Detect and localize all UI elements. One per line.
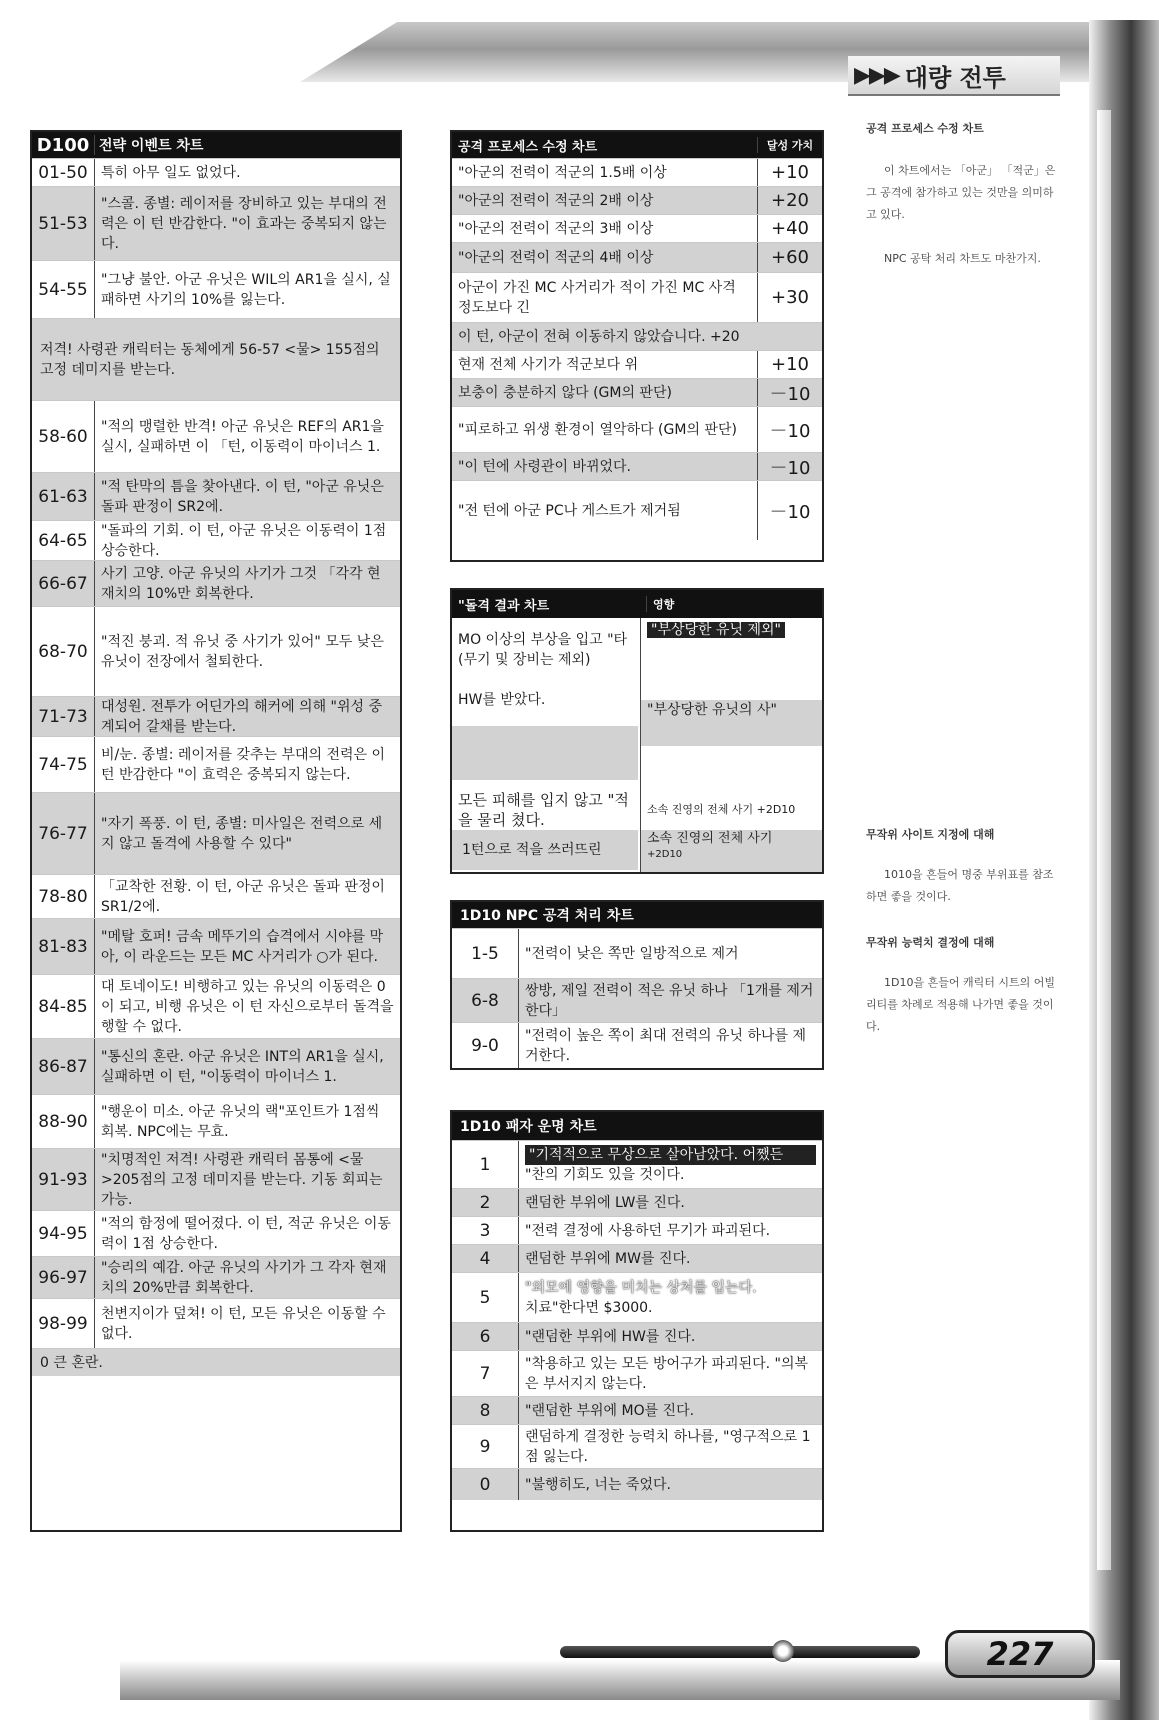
- row-text: "메탈 호퍼! 금속 메뚜기의 습격에서 시야를 막아, 이 라운드는 모든 MC 사거리가 ○가 된다.: [94, 919, 400, 974]
- row-range: 91-93: [38, 1169, 88, 1190]
- row-text: "아군의 전력이 적군의 3배 이상: [458, 220, 654, 237]
- row-range: 98-99: [38, 1313, 88, 1334]
- row-text-continued: "찬의 기회도 있을 것이다.: [525, 1166, 685, 1183]
- table-header: [452, 590, 822, 618]
- row-text: "치명적인 저격! 사령관 캐릭터 몸통에 <물>205점의 고정 데미지를 받는다. 기동 회피는 가능.: [94, 1149, 400, 1210]
- table-row: [32, 400, 400, 472]
- row-text: "전력이 낮은 쪽만 일방적으로 제거: [518, 929, 822, 978]
- row-text: "전력이 높은 쪽이 최대 전력의 유닛 하나를 제거한다.: [518, 1023, 822, 1068]
- table-row: [452, 978, 822, 1022]
- table-row: [32, 186, 400, 260]
- table-title: 공격 프로세스 수정 차트: [458, 139, 598, 155]
- value-header: 달성 가치: [757, 137, 822, 153]
- table-row: [452, 1216, 822, 1244]
- row-text: "랜덤한 부위에 HW를 진다.: [525, 1328, 696, 1345]
- row-range: 64-65: [38, 530, 88, 551]
- row-value: +10: [757, 159, 822, 186]
- table-row: [32, 1038, 400, 1094]
- row-number: 8: [479, 1400, 491, 1421]
- row-text-block: [518, 1351, 822, 1396]
- table-row: [32, 1298, 400, 1348]
- table-row: [32, 560, 400, 606]
- row-text: 아군이 가진 MC 사거리가 적이 가진 MC 사격 정도보다 긴: [458, 279, 736, 316]
- row-text: "기적적으로 무상으로 살아남았다. 어쨌든: [525, 1145, 816, 1165]
- row-range: 58-60: [38, 426, 88, 447]
- row-text: "착용하고 있는 모든 방어구가 파괴된다. "의복은 부서지지 않는다.: [525, 1355, 809, 1392]
- page-frame-right-inner: [1097, 110, 1111, 1570]
- table-row: [452, 1140, 822, 1188]
- table-row: [452, 1188, 822, 1216]
- table-row: [32, 318, 400, 400]
- note-paragraph: 이 차트에서는 「아군」 「적군」은 그 공격에 참가하고 있는 것만을 의미하고 있다.: [866, 164, 1056, 221]
- decorative-bar: [560, 1646, 920, 1658]
- row-text: "그냥 불안. 아군 유닛은 WIL의 AR1을 실시, 실패하면 사기의 10%를 잃는다.: [94, 261, 400, 318]
- loser-fate-table: [450, 1110, 824, 1532]
- table-row: [452, 1272, 822, 1322]
- table-row: [452, 1468, 822, 1500]
- row-text: "행운이 미소. 아군 유닛의 랙"포인트가 1점씩 회복. NPC에는 무효.: [94, 1095, 400, 1148]
- row-range: 61-63: [38, 486, 88, 507]
- effect-cell: 소속 진영의 전체 사기 +2D10: [647, 803, 796, 816]
- row-text: 대 토네이도! 비행하고 있는 유닛의 이동력은 0이 되고, 비행 유닛은 이 턴 자신으로부터 돌격을 행할 수 없다.: [94, 975, 400, 1038]
- row-range: 66-67: [38, 573, 88, 594]
- table-header: 1D10 패자 운명 차트: [452, 1112, 822, 1140]
- table-row: [32, 736, 400, 792]
- row-text: 「교착한 전황. 이 턴, 아군 유닛은 돌파 판정이 SR1/2에.: [94, 875, 400, 918]
- table-title: 전략 이벤트 차트: [94, 135, 203, 155]
- row-range: 76-77: [38, 823, 88, 844]
- condition-cell: MO 이상의 부상을 입고 "타 (무기 및 장비는 제외): [458, 632, 628, 668]
- table-row: [452, 1022, 822, 1068]
- effect-cell: +2D10: [647, 849, 683, 860]
- row-number: 6: [479, 1326, 491, 1347]
- note-paragraph: NPC 공탁 처리 차트도 마찬가지.: [884, 252, 1041, 265]
- table-row: [32, 696, 400, 736]
- row-text: "승리의 예감. 아군 유닛의 사기가 그 각자 현재치의 20%만큼 회복한다.: [94, 1257, 400, 1298]
- note-heading: 공격 프로세스 수정 차트: [866, 122, 984, 135]
- table-row: [32, 1148, 400, 1210]
- table-row: [452, 480, 822, 540]
- table-row: [452, 378, 822, 406]
- row-text-continued: 치료"한다면 $3000.: [525, 1299, 653, 1316]
- triple-arrow-icon: ▶▶▶: [854, 62, 899, 88]
- row-text: "피로하고 위생 환경이 열악하다 (GM의 판단): [458, 421, 737, 438]
- row-text-block: [518, 1397, 822, 1424]
- table-row: [32, 918, 400, 974]
- table-row: [452, 1424, 822, 1468]
- row-text: 현재 전체 사기가 적군보다 위: [458, 356, 639, 373]
- row-value: +20: [757, 187, 822, 214]
- table-title: "돌격 결과 차트: [458, 598, 550, 614]
- row-text: 랜덤한 부위에 LW를 진다.: [525, 1194, 685, 1211]
- note-paragraph: 1D10을 흔들어 캐릭터 시트의 어빌리티를 차례로 적용해 나가면 좋을 것이다.: [866, 976, 1055, 1033]
- condition-cell: HW를 받았다.: [452, 690, 638, 780]
- npc-attack-table: [450, 900, 824, 1070]
- table-row: [32, 874, 400, 918]
- row-number: 9: [479, 1436, 491, 1457]
- row-number: 5: [479, 1287, 491, 1308]
- table-row: [452, 928, 822, 978]
- row-range: 71-73: [38, 706, 88, 727]
- row-text: 쌍방, 제일 전력이 적은 유닛 하나 「1개를 제거한다」: [518, 979, 822, 1022]
- table-header: [32, 132, 400, 158]
- section-header: [848, 56, 1060, 96]
- effect-cell: "부상당한 유닛 제외": [647, 622, 785, 638]
- row-text-block: [518, 1217, 822, 1244]
- row-range: 88-90: [38, 1111, 88, 1132]
- row-text-block: [518, 1141, 822, 1188]
- table-row: [32, 1210, 400, 1256]
- section-title: 대량 전투: [904, 63, 1006, 92]
- row-text: "전력 결정에 사용하던 무기가 파괴된다.: [525, 1222, 771, 1239]
- row-text: "전 턴에 아군 PC나 게스트가 제거됨: [458, 502, 681, 519]
- charge-result-table: [450, 588, 824, 874]
- row-text: "적의 맹렬한 반격! 아군 유닛은 REF의 AR1을 실시, 실패하면 이 「턴, 이동력이 마이너스 1.: [94, 401, 400, 472]
- row-text-block: [518, 1425, 822, 1468]
- row-text: 비/눈. 종별: 레이저를 갖추는 부대의 전력은 이 턴 반감한다 "이 효력은 중복되지 않는다.: [94, 737, 400, 792]
- table-row: [32, 974, 400, 1038]
- note-paragraph: 1010을 흔들어 명중 부위표를 참조하면 좋을 것이다.: [866, 868, 1054, 903]
- row-number: 1: [479, 1154, 491, 1175]
- row-range: 94-95: [38, 1223, 88, 1244]
- row-text: "아군의 전력이 적군의 1.5배 이상: [458, 164, 667, 181]
- page-number: 227: [986, 1635, 1054, 1673]
- table-row: [32, 1094, 400, 1148]
- row-text: "자기 폭풍. 이 턴, 종별: 미사일은 전력으로 세지 않고 돌격에 사용할 수 있다": [94, 793, 400, 874]
- row-number: 7: [479, 1363, 491, 1384]
- row-range: 01-50: [38, 162, 88, 183]
- row-text: 사기 고양. 아군 유닛의 사기가 그것 「각각 현재치의 10%만 회복한다.: [94, 561, 400, 606]
- row-value: －10: [757, 407, 822, 452]
- row-number: 2: [479, 1192, 491, 1213]
- page-number-badge: [945, 1630, 1095, 1678]
- row-text: 랜덤하게 결정한 능력치 하나를, "영구적으로 1점 잃는다.: [525, 1428, 811, 1465]
- table-row: [32, 520, 400, 560]
- row-value: +10: [757, 351, 822, 378]
- table-row: [452, 350, 822, 378]
- row-text-block: [518, 1469, 822, 1500]
- row-text: "적진 붕괴. 적 유닛 중 사기가 있어" 모두 낮은 유닛이 전장에서 철퇴한다.: [94, 607, 400, 696]
- row-number: 0: [479, 1474, 491, 1495]
- row-text: 천변지이가 덮쳐! 이 턴, 모든 유닛은 이동할 수 없다.: [94, 1299, 400, 1348]
- table-row: [452, 186, 822, 214]
- table-header: [452, 132, 822, 158]
- row-range: 68-70: [38, 641, 88, 662]
- table-row: [32, 158, 400, 186]
- row-range: 96-97: [38, 1267, 88, 1288]
- row-number: 3: [479, 1220, 491, 1241]
- row-text: "랜덤한 부위에 MO를 진다.: [525, 1402, 695, 1419]
- table-row: [32, 472, 400, 520]
- attack-process-table: [450, 130, 824, 562]
- table-row: [452, 406, 822, 452]
- row-value: －10: [757, 453, 822, 480]
- table-code: D100: [36, 134, 90, 156]
- table-row: [452, 1244, 822, 1272]
- row-range: 81-83: [38, 936, 88, 957]
- row-text: 0 큰 혼란.: [40, 1354, 103, 1371]
- row-range: 51-53: [38, 213, 88, 234]
- row-range: 74-75: [38, 754, 88, 775]
- row-text: "적 탄막의 틈을 찾아낸다. 이 턴, "아군 유닛은 돌파 판정이 SR2에.: [94, 473, 400, 520]
- row-number: 4: [479, 1248, 491, 1269]
- row-text: "이 턴에 사령관이 바뀌었다.: [458, 458, 632, 475]
- table-row: [452, 1350, 822, 1396]
- table-row: [32, 260, 400, 318]
- decorative-knob: [772, 1640, 794, 1662]
- row-value: +60: [757, 243, 822, 272]
- row-text-block: [518, 1273, 822, 1322]
- row-range: 9-0: [471, 1035, 499, 1056]
- table-row: [452, 1396, 822, 1424]
- row-range: 84-85: [38, 996, 88, 1017]
- row-value: －10: [757, 481, 822, 540]
- d100-strategy-event-table: [30, 130, 402, 1532]
- condition-cell: 모든 피해를 입지 않고 "적을 물리 쳤다.: [458, 791, 629, 829]
- table-row: [452, 1322, 822, 1350]
- condition-cell: 1턴으로 적을 쓰러뜨린: [452, 830, 638, 870]
- row-text: 저격! 사령관 캐릭터는 동체에게 56-57 <물> 155점의 고정 데미지를 받는다.: [40, 341, 380, 378]
- table-row: [32, 606, 400, 696]
- row-text: 특히 아무 일도 없었다.: [94, 159, 400, 186]
- row-value: －10: [757, 379, 822, 406]
- table-row: [452, 322, 822, 350]
- table-row: [452, 452, 822, 480]
- table-header: 1D10 NPC 공격 처리 차트: [452, 902, 822, 928]
- row-range: 6-8: [471, 990, 499, 1011]
- row-value: +30: [757, 273, 822, 322]
- row-text: 보충이 충분하지 않다 (GM의 판단): [458, 384, 672, 401]
- row-text: 대성원. 전투가 어딘가의 해커에 의해 "위성 중계되어 갈채를 받는다.: [94, 697, 400, 736]
- row-text: "스콜. 종별: 레이저를 장비하고 있는 부대의 전력은 이 턴 반감한다. "이 효과는 중복되지 않는다.: [94, 187, 400, 260]
- row-text: "외모에 영향을 미치는 상처를 입는다.: [525, 1279, 757, 1296]
- note-heading: 무작위 사이트 지정에 대해: [866, 828, 995, 841]
- effect-header: 영향: [646, 596, 822, 612]
- row-range: 78-80: [38, 886, 88, 907]
- row-text-block: [518, 1323, 822, 1350]
- table-row: [452, 158, 822, 186]
- row-text: 이 턴, 아군이 전혀 이동하지 않았습니다. +20: [458, 328, 740, 345]
- condition-column: [452, 618, 641, 872]
- table-row: [452, 242, 822, 272]
- row-text-block: [518, 1245, 822, 1272]
- row-range: 54-55: [38, 279, 88, 300]
- effect-cell: 소속 진영의 전체 사기: [647, 831, 773, 846]
- row-text: "아군의 전력이 적군의 2배 이상: [458, 192, 654, 209]
- row-range: 86-87: [38, 1056, 88, 1077]
- row-text: 랜덤한 부위에 MW를 진다.: [525, 1250, 691, 1267]
- table-row: [32, 1348, 400, 1376]
- row-text: "아군의 전력이 적군의 4배 이상: [458, 249, 654, 266]
- effect-cell: "부상당한 유닛의 사": [641, 700, 822, 746]
- row-value: +40: [757, 215, 822, 242]
- effect-column: [641, 618, 822, 872]
- note-heading: 무작위 능력치 결정에 대해: [866, 936, 995, 949]
- row-text: "돌파의 기회. 이 턴, 아군 유닛은 이동력이 1점 상승한다.: [94, 521, 400, 560]
- table-row: [32, 792, 400, 874]
- row-text-block: [518, 1189, 822, 1216]
- row-text: "적의 함정에 떨어졌다. 이 턴, 적군 유닛은 이동력이 1점 상승한다.: [94, 1211, 400, 1256]
- row-range: 1-5: [471, 943, 499, 964]
- table-row: [452, 214, 822, 242]
- table-row: [452, 272, 822, 322]
- table-row: [32, 1256, 400, 1298]
- row-text: "불행히도, 너는 죽었다.: [525, 1476, 671, 1493]
- row-text: "통신의 혼란. 아군 유닛은 INT의 AR1을 실시, 실패하면 이 턴, "이동력이 마이너스 1.: [94, 1039, 400, 1094]
